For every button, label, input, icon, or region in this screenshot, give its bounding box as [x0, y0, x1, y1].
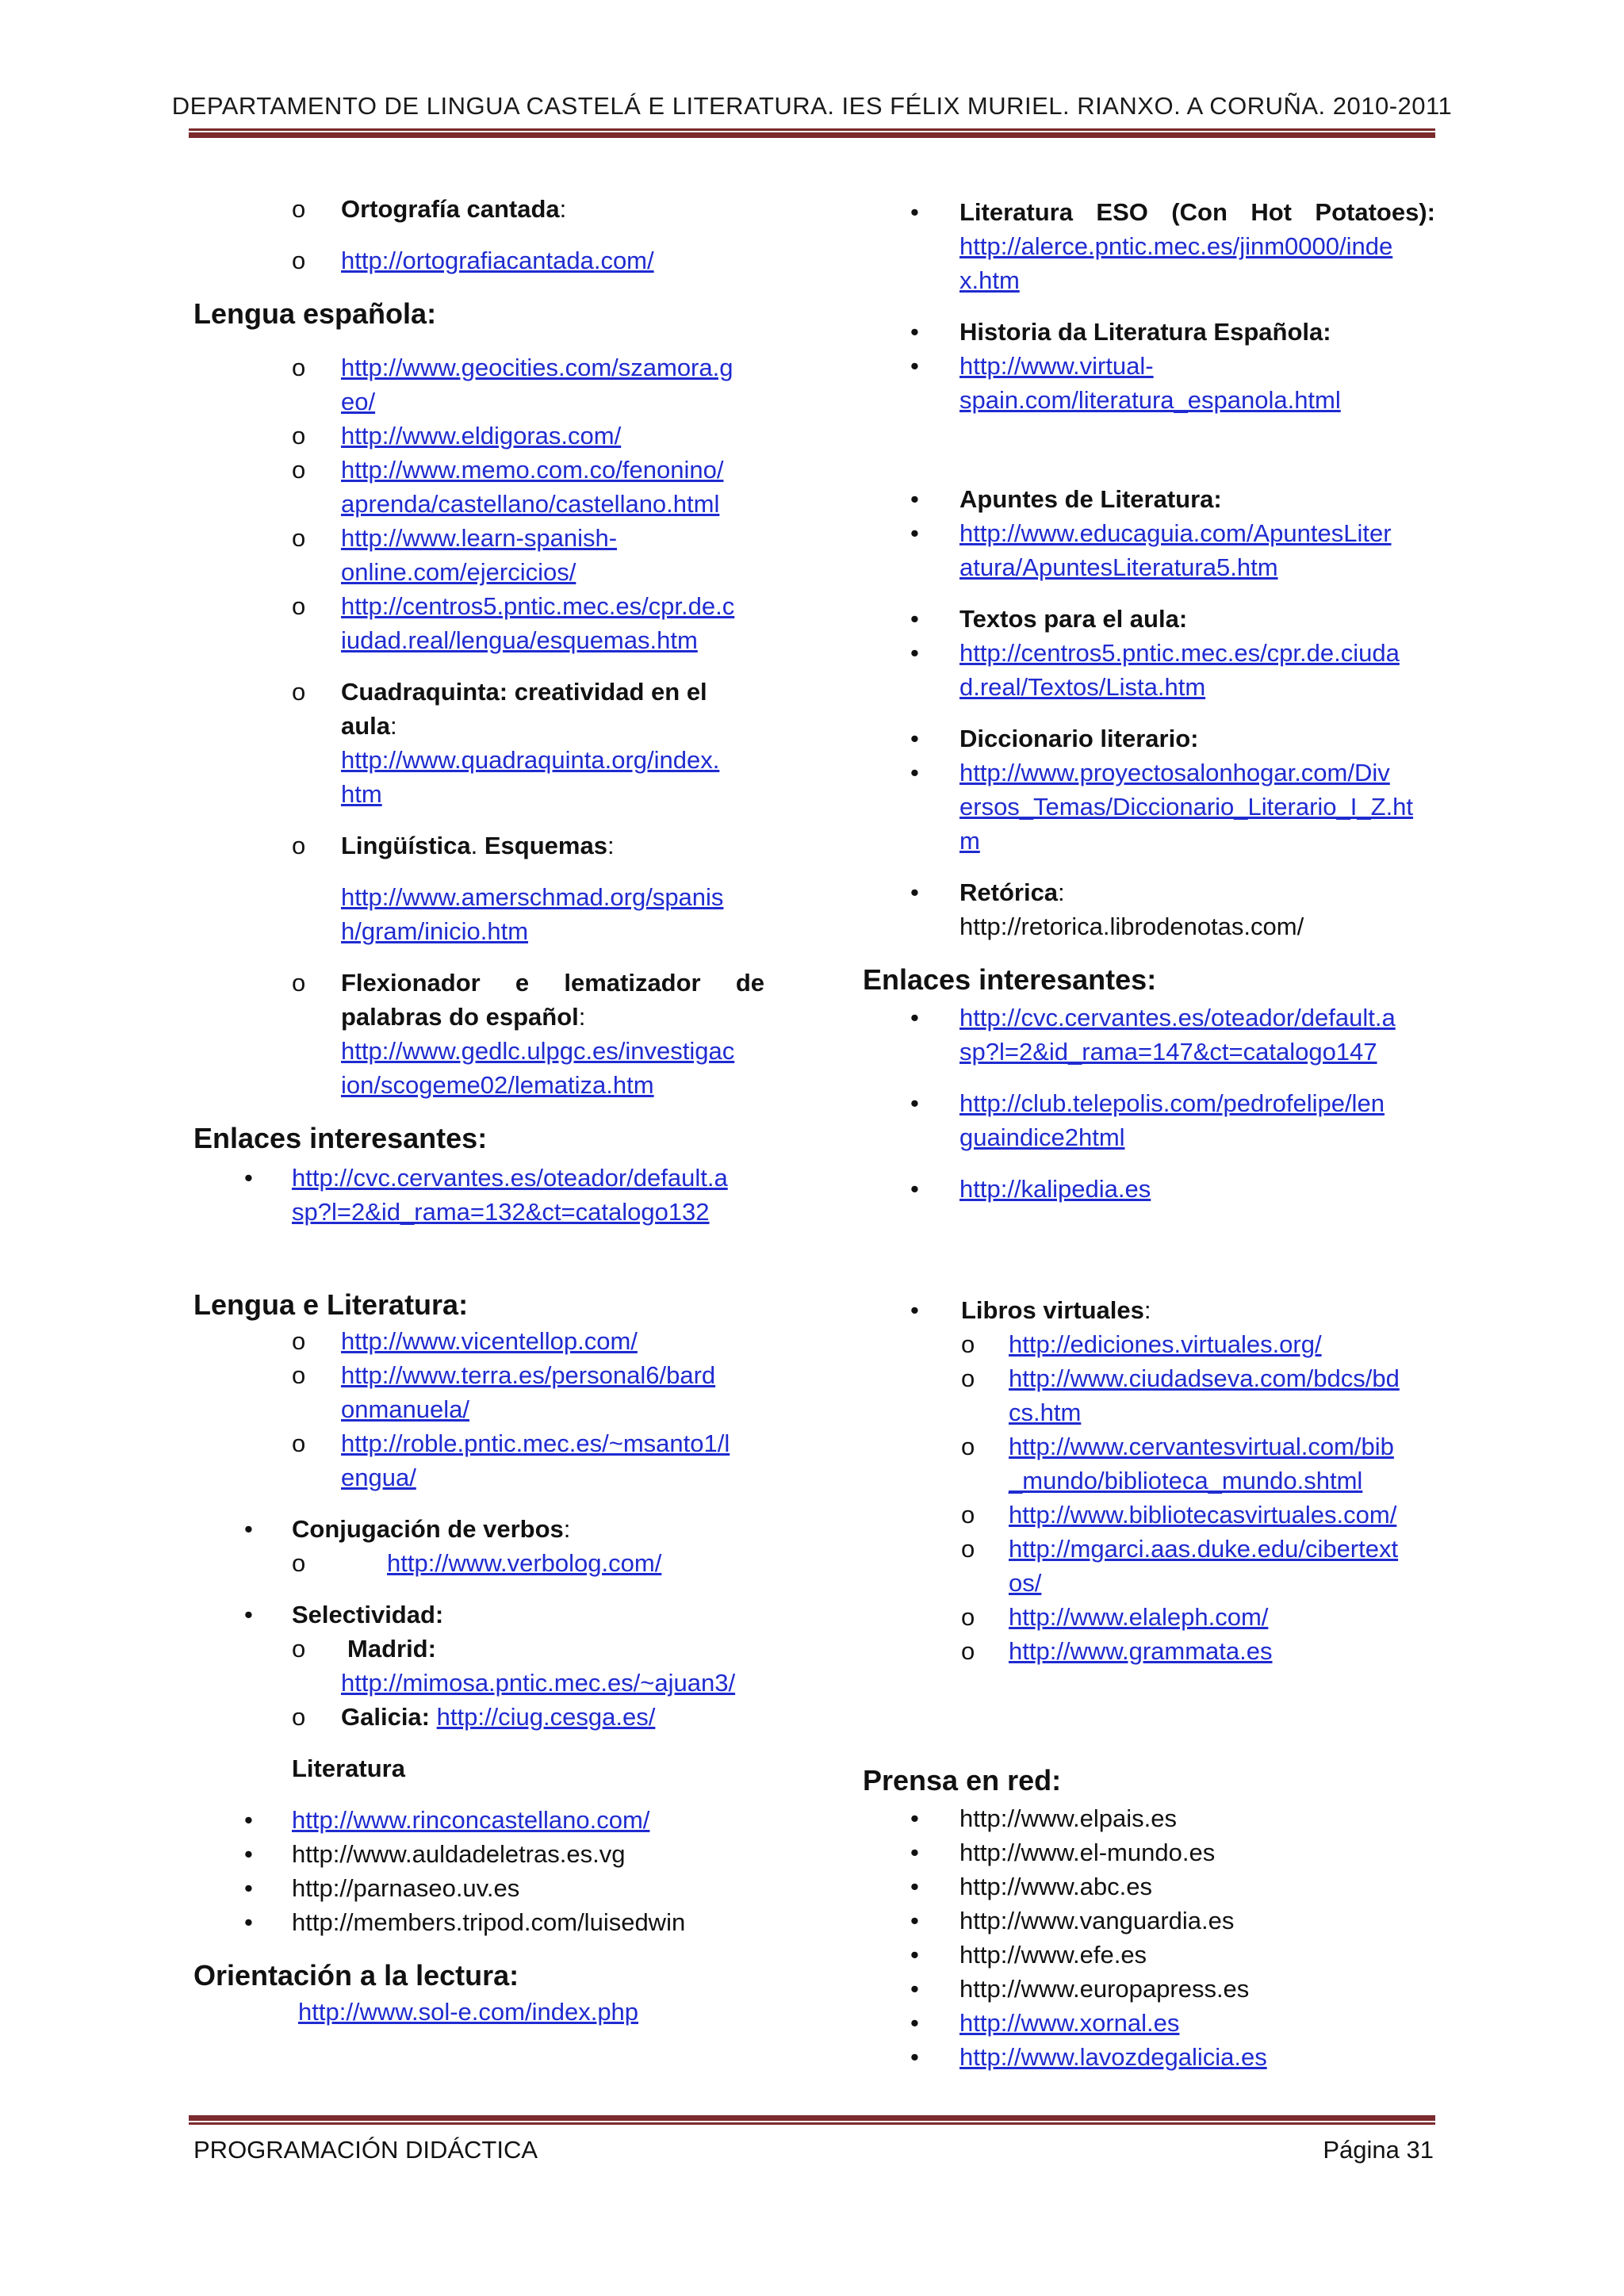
prensa-url: http://www.elpais.es: [959, 1804, 1177, 1832]
bullet-icon: [244, 1803, 253, 1837]
apuntes-item: [863, 482, 1434, 516]
bullet-icon: [910, 636, 919, 670]
bullet-icon: [910, 721, 919, 756]
bullet-icon: [244, 1837, 253, 1871]
madrid-label: Madrid:: [347, 1635, 436, 1663]
lengua-list-item: [193, 350, 764, 419]
circle-bullet-icon: [292, 1324, 305, 1358]
sol-item: [193, 1995, 764, 2029]
literatura-list-item: [193, 1837, 764, 1871]
literatura-url: http://members.tripod.com/luisedwin: [292, 1908, 686, 1936]
lengua-lit-link[interactable]: http://www.terra.es/personal6/bard onmanuela/: [341, 1361, 716, 1423]
lengua-link[interactable]: http://www.geocities.com/szamora.g eo/: [341, 354, 733, 415]
prensa-list-item: [863, 2040, 1434, 2074]
textos-item: [863, 602, 1434, 636]
historia-link[interactable]: http://www.virtual- spain.com/literatura_espanola.html: [959, 352, 1341, 414]
prensa-list-item: [863, 2006, 1434, 2040]
selectividad-label: Selectividad:: [292, 1601, 444, 1628]
flexionador-item: o Flexionador e lematizador de palabras do español: http://www.gedlc.ulpgc.es/investigac ion/scogeme02/lematiza.htm: [193, 966, 764, 1102]
libros-list-item: [863, 1429, 1434, 1498]
literatura-label: Literatura: [292, 1755, 405, 1782]
prensa-list-item: [863, 1869, 1434, 1904]
historia-url-item: [863, 349, 1434, 417]
lengua-lit-link[interactable]: http://roble.pntic.mec.es/~msanto1/l engua/: [341, 1429, 730, 1491]
galicia-label: Galicia:: [341, 1703, 430, 1731]
historia-label: Historia da Literatura Española:: [959, 318, 1331, 346]
retorica-label: Retórica: [959, 878, 1059, 906]
lengua-literatura-list: [193, 1324, 764, 1494]
bullet-icon: [910, 1086, 919, 1120]
bullet-icon: [244, 1512, 253, 1546]
lengua-lit-list-item: [193, 1358, 764, 1426]
bullet-icon: [910, 315, 919, 349]
libros-link[interactable]: http://www.ciudadseva.com/bdcs/bd cs.htm: [1009, 1364, 1400, 1426]
conjugacion-item: • Conjugación de verbos:: [193, 1512, 764, 1546]
apuntes-label: Apuntes de Literatura:: [959, 485, 1222, 513]
amerschmad-item: [193, 880, 764, 948]
circle-bullet-icon: [961, 1361, 975, 1395]
sol-link[interactable]: http://www.sol-e.com/index.php: [298, 1998, 639, 2026]
prensa-url: http://www.abc.es: [959, 1873, 1152, 1900]
bullet-icon: [910, 1904, 919, 1938]
bullet-icon: [910, 1293, 919, 1327]
circle-bullet-icon: [292, 966, 305, 1000]
cvc-left-link[interactable]: http://cvc.cervantes.es/oteador/default.a sp?l=2&id_rama=132&ct=catalogo132: [292, 1164, 728, 1226]
verbolog-item: [193, 1546, 764, 1580]
prensa-list-item: [863, 1801, 1434, 1835]
bullet-icon: [910, 1938, 919, 1972]
literatura-url: http://www.auldadeletras.es.vg: [292, 1840, 626, 1868]
diccionario-link[interactable]: http://www.proyectosalonhogar.com/Div ersos_Temas/Diccionario_Literario_I_Z.ht m: [959, 759, 1414, 855]
esquemas-label: Esquemas: [484, 832, 607, 859]
bullet-icon: [910, 1801, 919, 1835]
libros-link[interactable]: http://mgarci.aas.duke.edu/cibertext os/: [1009, 1535, 1399, 1597]
cuadraquinta-link[interactable]: http://www.quadraquinta.org/index. htm: [341, 746, 720, 808]
prensa-link[interactable]: http://www.xornal.es: [959, 2009, 1180, 2037]
libros-link[interactable]: http://ediciones.virtuales.org/: [1009, 1330, 1322, 1358]
circle-bullet-icon: [292, 350, 305, 385]
bullet-icon: [910, 482, 919, 516]
literatura-link[interactable]: http://www.rinconcastellano.com/: [292, 1806, 650, 1834]
libros-list-item: [863, 1361, 1434, 1429]
lengua-lit-list-item: [193, 1426, 764, 1494]
madrid-link[interactable]: http://mimosa.pntic.mec.es/~ajuan3/: [341, 1669, 736, 1697]
circle-bullet-icon: [292, 1426, 305, 1460]
literatura-list-item: [193, 1803, 764, 1837]
lit-eso-item: [863, 195, 1434, 297]
madrid-item: [193, 1632, 764, 1666]
circle-bullet-icon: [961, 1429, 975, 1464]
lit-eso-label: Literatura ESO (Con Hot Potatoes):: [959, 198, 1435, 226]
footer-left: PROGRAMACIÓN DIDÁCTICA: [193, 2136, 538, 2164]
prensa-list: [863, 1801, 1434, 2074]
linguistica-item: o Lingüística. Esquemas:: [193, 828, 764, 863]
lengua-link[interactable]: http://www.memo.com.co/fenonino/ aprenda/castellano/castellano.html: [341, 456, 724, 518]
libros-link[interactable]: http://www.cervantesvirtual.com/bib _mundo/biblioteca_mundo.shtml: [1009, 1433, 1394, 1494]
historia-item: [863, 315, 1434, 349]
cuadraquinta-label: Cuadraquinta: creatividad en el aula: [341, 678, 707, 740]
amerschmad-link[interactable]: http://www.amerschmad.org/spanis h/gram/inicio.htm: [341, 883, 724, 945]
prensa-url: http://www.europapress.es: [959, 1975, 1250, 2003]
orientacion-heading: Orientación a la lectura:: [193, 1959, 519, 1992]
circle-bullet-icon: [961, 1634, 975, 1668]
circle-bullet-icon: [292, 521, 305, 555]
page-header: DEPARTAMENTO DE LINGUA CASTELÁ E LITERATURA. IES FÉLIX MURIEL. RIANXO. A CORUÑA. 2010-2011: [171, 92, 1453, 120]
libros-list-item: [863, 1327, 1434, 1361]
lengua-list-item: [193, 453, 764, 521]
libros-link[interactable]: http://www.bibliotecasvirtuales.com/: [1009, 1501, 1397, 1529]
lengua-espanola-list: [193, 350, 764, 657]
libros-list: [863, 1327, 1434, 1668]
bullet-icon: [910, 2006, 919, 2040]
libros-link[interactable]: http://www.elaleph.com/: [1009, 1603, 1269, 1631]
cuadraquinta-item: o Cuadraquinta: creatividad en el aula: http://www.quadraquinta.org/index. htm: [193, 675, 764, 811]
kalipedia-link[interactable]: http://kalipedia.es: [959, 1175, 1151, 1203]
textos-url-item: [863, 636, 1434, 704]
bullet-icon: [244, 1905, 253, 1939]
gedlc-link[interactable]: http://www.gedlc.ulpgc.es/investigac ion/scogeme02/lematiza.htm: [341, 1037, 735, 1099]
prensa-list-item: [863, 1938, 1434, 1972]
page-number: Página 31: [1323, 2136, 1434, 2164]
circle-bullet-icon: [292, 1700, 305, 1734]
galicia-item: [193, 1700, 764, 1734]
apuntes-link[interactable]: http://www.educaguia.com/ApuntesLiter atura/ApuntesLiteratura5.htm: [959, 519, 1392, 581]
circle-bullet-icon: [292, 828, 305, 863]
literatura-url: http://parnaseo.uv.es: [292, 1874, 520, 1902]
lengua-link[interactable]: http://www.learn-spanish- online.com/ejercicios/: [341, 524, 618, 586]
literatura-list-item: [193, 1871, 764, 1905]
bullet-icon: [910, 1972, 919, 2006]
literatura-list-item: [193, 1905, 764, 1939]
flexionador-label: Flexionador e lematizador de: [341, 969, 764, 997]
circle-bullet-icon: [292, 419, 305, 453]
circle-bullet-icon: [961, 1498, 975, 1532]
prensa-url: http://www.vanguardia.es: [959, 1907, 1235, 1934]
bullet-icon: [910, 349, 919, 383]
libros-item: • Libros virtuales:: [863, 1293, 1434, 1327]
circle-bullet-icon: [292, 453, 305, 487]
prensa-url: http://www.efe.es: [959, 1941, 1147, 1969]
bullet-icon: [910, 1001, 919, 1035]
circle-bullet-icon: [292, 675, 305, 709]
libros-link[interactable]: http://www.grammata.es: [1009, 1637, 1273, 1665]
bullet-icon: [910, 1869, 919, 1904]
ortografia-url-item: [193, 243, 764, 277]
conjugacion-label: Conjugación de verbos: [292, 1515, 564, 1543]
literatura-list: [193, 1803, 764, 1939]
diccionario-url-item: [863, 756, 1434, 858]
prensa-link[interactable]: http://www.lavozdegalicia.es: [959, 2043, 1267, 2071]
lengua-list-item: [193, 419, 764, 453]
retorica-url: http://retorica.librodenotas.com/: [959, 913, 1304, 940]
cvc-left-item: [193, 1161, 764, 1229]
circle-bullet-icon: [961, 1600, 975, 1634]
cvc-right-link[interactable]: http://cvc.cervantes.es/oteador/default.a sp?l=2&id_rama=147&ct=catalogo147: [959, 1004, 1396, 1066]
circle-bullet-icon: [292, 192, 305, 226]
linguistica-label: Lingüística: [341, 832, 471, 859]
circle-bullet-icon: [292, 243, 305, 277]
ortografia-label: Ortografía cantada: [341, 195, 560, 223]
textos-label: Textos para el aula:: [959, 605, 1188, 633]
lengua-link[interactable]: http://www.eldigoras.com/: [341, 422, 622, 450]
lengua-lit-list-item: [193, 1324, 764, 1358]
prensa-list-item: [863, 1904, 1434, 1938]
galicia-link[interactable]: http://ciug.cesga.es/: [436, 1703, 656, 1731]
lengua-espanola-heading: Lengua española:: [193, 297, 437, 330]
apuntes-url-item: [863, 516, 1434, 584]
bullet-icon: [910, 756, 919, 790]
circle-bullet-icon: [292, 1632, 305, 1666]
libros-label: Libros virtuales: [961, 1296, 1144, 1324]
bullet-icon: [244, 1598, 253, 1632]
bullet-icon: [910, 1172, 919, 1206]
lengua-list-item: [193, 589, 764, 657]
left-column: [193, 192, 764, 2029]
diccionario-label: Diccionario literario:: [959, 725, 1199, 752]
bullet-icon: [910, 1835, 919, 1869]
verbolog-link[interactable]: http://www.verbolog.com/: [387, 1549, 662, 1577]
circle-bullet-icon: [292, 1546, 305, 1580]
prensa-list-item: [863, 1972, 1434, 2006]
libros-list-item: [863, 1498, 1434, 1532]
bullet-icon: [244, 1161, 253, 1195]
header-rule: [189, 128, 1435, 138]
ortografia-link[interactable]: http://ortografiacantada.com/: [341, 247, 654, 274]
lit-eso-link[interactable]: http://alerce.pntic.mec.es/jinm0000/inde x.htm: [959, 232, 1393, 294]
prensa-list-item: [863, 1835, 1434, 1869]
bullet-icon: [910, 195, 919, 229]
diccionario-item: [863, 721, 1434, 756]
lengua-list-item: [193, 521, 764, 589]
kalipedia-item: [863, 1172, 1434, 1206]
footer-rule: [189, 2115, 1435, 2125]
libros-list-item: [863, 1634, 1434, 1668]
circle-bullet-icon: [961, 1532, 975, 1566]
cvc-right-item: [863, 1001, 1434, 1069]
lengua-lit-link[interactable]: http://www.vicentellop.com/: [341, 1327, 638, 1355]
club-item: [863, 1086, 1434, 1154]
circle-bullet-icon: [292, 1358, 305, 1392]
libros-list-item: [863, 1532, 1434, 1600]
bullet-icon: [910, 875, 919, 909]
club-link[interactable]: http://club.telepolis.com/pedrofelipe/len guaindice2html: [959, 1089, 1385, 1151]
enlaces-interesantes-heading-left: Enlaces interesantes:: [193, 1122, 488, 1154]
circle-bullet-icon: [961, 1327, 975, 1361]
prensa-heading: Prensa en red:: [863, 1764, 1062, 1797]
lengua-link[interactable]: http://centros5.pntic.mec.es/cpr.de.c iudad.real/lengua/esquemas.htm: [341, 592, 735, 654]
circle-bullet-icon: [292, 589, 305, 623]
enlaces-interesantes-heading-right: Enlaces interesantes:: [863, 963, 1157, 996]
prensa-url: http://www.el-mundo.es: [959, 1839, 1216, 1866]
bullet-icon: [244, 1871, 253, 1905]
bullet-icon: [910, 516, 919, 550]
lengua-literatura-heading: Lengua e Literatura:: [193, 1288, 469, 1321]
retorica-item: • Retórica: http://retorica.librodenotas.com/: [863, 875, 1434, 943]
textos-link[interactable]: http://centros5.pntic.mec.es/cpr.de.ciuda d.real/Textos/Lista.htm: [959, 639, 1400, 701]
madrid-url-item: [193, 1666, 764, 1700]
libros-list-item: [863, 1600, 1434, 1634]
right-column: [863, 195, 1434, 2074]
bullet-icon: [910, 602, 919, 636]
ortografia-item: o Ortografía cantada:: [193, 192, 764, 226]
bullet-icon: [910, 2040, 919, 2074]
flexionador-label-2: palabras do español: [341, 1003, 579, 1031]
selectividad-item: [193, 1598, 764, 1632]
literatura-item: [193, 1751, 764, 1785]
